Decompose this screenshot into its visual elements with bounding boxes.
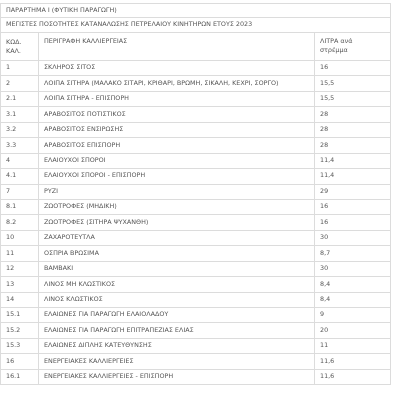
table-row <box>1 138 391 153</box>
cell-description: ΕΛΑΙΩΝΕΣ ΓΙΑ ΠΑΡΑΓΩΓΗ ΕΛΑΙΟΛΑΔΟΥ <box>39 308 315 323</box>
cell-code: 4.1 <box>1 169 39 184</box>
cell-description: ΛΙΝΟΣ ΚΛΩΣΤΙΚΟΣ <box>39 292 315 307</box>
cell-value: 11,6 <box>315 369 391 385</box>
cell-value: 11,6 <box>315 354 391 369</box>
header-description <box>39 33 315 61</box>
cell-value: 30 <box>315 261 391 276</box>
cell-description: ΑΡΑΒΟΣΙΤΟΣ ΕΠΙΣΠΟΡΗ <box>39 138 315 153</box>
cell-description: ΖΑΧΑΡΟΤΕΥΤΛΑ <box>39 230 315 245</box>
cell-description: ΕΛΑΙΟΥΧΟΙ ΣΠΟΡΟΙ <box>39 153 315 168</box>
cell-code: 3.3 <box>1 138 39 153</box>
header-description-label: ΠΕΡΙΓΡΑΦΗ ΚΑΛΛΙΕΡΓΕΙΑΣ <box>44 37 128 45</box>
cell-description: ΕΝΕΡΓΕΙΑΚΕΣ ΚΑΛΛΙΕΡΓΕΙΕΣ <box>39 354 315 369</box>
cell-code: 2.1 <box>1 91 39 106</box>
header-code-line1: ΚΩΔ. <box>6 37 22 46</box>
cell-value: 29 <box>315 184 391 199</box>
cell-description: ΟΣΠΡΙΑ ΒΡΩΣΙΜΑ <box>39 246 315 261</box>
cell-value: 28 <box>315 122 391 137</box>
cell-value: 15,5 <box>315 76 391 91</box>
cell-description: ΒΑΜΒΑΚΙ <box>39 261 315 276</box>
table-title-row <box>1 4 391 18</box>
table-row <box>1 246 391 261</box>
cell-description: ΛΙΝΟΣ ΜΗ ΚΛΩΣΤΙΚΟΣ <box>39 277 315 292</box>
header-value-line2: στρέμμα <box>320 46 348 54</box>
header-code-line2: ΚΑΛ. <box>6 46 21 55</box>
table-row <box>1 292 391 307</box>
cell-description: ΕΛΑΙΩΝΕΣ ΔΙΠΛΗΣ ΚΑΤΕΥΘΥΝΣΗΣ <box>39 338 315 353</box>
cell-code: 14 <box>1 292 39 307</box>
table-row <box>1 261 391 276</box>
table-title: ΠΑΡΑΡΤΗΜΑ Ι (ΦΥΤΙΚΗ ΠΑΡΑΓΩΓΗ) <box>1 4 391 18</box>
table-row <box>1 277 391 292</box>
cell-description: ΑΡΑΒΟΣΙΤΟΣ ΕΝΣΙΡΩΣΗΣ <box>39 122 315 137</box>
table-row <box>1 169 391 184</box>
cell-value: 16 <box>315 215 391 230</box>
cell-code: 8.1 <box>1 199 39 214</box>
cell-code: 12 <box>1 261 39 276</box>
fuel-quota-table <box>0 3 391 385</box>
cell-description: ΖΩΟΤΡΟΦΕΣ (ΜΗΔΙΚΗ) <box>39 199 315 214</box>
cell-code: 15.1 <box>1 308 39 323</box>
cell-code: 15.2 <box>1 323 39 338</box>
cell-description: ΡΥΖΙ <box>39 184 315 199</box>
cell-code: 3.1 <box>1 107 39 122</box>
cell-code: 16 <box>1 354 39 369</box>
table-row <box>1 61 391 76</box>
table-row <box>1 76 391 91</box>
cell-description: ΣΚΛΗΡΟΣ ΣΙΤΟΣ <box>39 61 315 76</box>
table-row <box>1 369 391 385</box>
table-row <box>1 323 391 338</box>
table-row <box>1 107 391 122</box>
cell-value: 15,5 <box>315 91 391 106</box>
cell-value: 8,4 <box>315 292 391 307</box>
cell-code: 15.3 <box>1 338 39 353</box>
table-row <box>1 153 391 168</box>
table-subtitle-row <box>1 18 391 33</box>
cell-code: 11 <box>1 246 39 261</box>
cell-code: 8.2 <box>1 215 39 230</box>
cell-description: ΕΛΑΙΟΥΧΟΙ ΣΠΟΡΟΙ - ΕΠΙΣΠΟΡΗ <box>39 169 315 184</box>
table-row <box>1 199 391 214</box>
cell-value: 30 <box>315 230 391 245</box>
cell-description: ΖΩΟΤΡΟΦΕΣ (ΣΙΤΗΡΑ ΨΥΧΑΝΘΗ) <box>39 215 315 230</box>
cell-description: ΑΡΑΒΟΣΙΤΟΣ ΠΟΤΙΣΤΙΚΟΣ <box>39 107 315 122</box>
cell-code: 16.1 <box>1 369 39 385</box>
cell-code: 7 <box>1 184 39 199</box>
cell-value: 11,4 <box>315 153 391 168</box>
cell-description: ΕΝΕΡΓΕΙΑΚΕΣ ΚΑΛΛΙΕΡΓΕΙΕΣ - ΕΠΙΣΠΟΡΗ <box>39 369 315 385</box>
cell-code: 4 <box>1 153 39 168</box>
table-subtitle: ΜΕΓΙΣΤΕΣ ΠΟΣΟΤΗΤΕΣ ΚΑΤΑΝΑΛΩΣΗΣ ΠΕΤΡΕΛΑΙΟΥ ΚΙΝΗΤΗΡΩΝ ΕΤΟΥΣ 2023 <box>1 18 391 33</box>
table-row <box>1 122 391 137</box>
cell-code: 13 <box>1 277 39 292</box>
cell-value: 16 <box>315 61 391 76</box>
table-row <box>1 230 391 245</box>
header-value-line1: ΛΙΤΡΑ ανά <box>320 37 353 45</box>
cell-description: ΕΛΑΙΩΝΕΣ ΓΙΑ ΠΑΡΑΓΩΓΗ ΕΠΙΤΡΑΠΕΖΙΑΣ ΕΛΙΑΣ <box>39 323 315 338</box>
cell-value: 8,4 <box>315 277 391 292</box>
table-row <box>1 184 391 199</box>
cell-code: 3.2 <box>1 122 39 137</box>
table-row <box>1 308 391 323</box>
cell-code: 1 <box>1 61 39 76</box>
table-header-row <box>1 33 391 61</box>
table-row <box>1 354 391 369</box>
cell-description: ΛΟΙΠΑ ΣΙΤΗΡΑ - ΕΠΙΣΠΟΡΗ <box>39 91 315 106</box>
cell-value: 20 <box>315 323 391 338</box>
cell-value: 11,4 <box>315 169 391 184</box>
table-row <box>1 91 391 106</box>
cell-value: 9 <box>315 308 391 323</box>
header-code <box>1 33 39 61</box>
cell-description: ΛΟΙΠΑ ΣΙΤΗΡΑ (ΜΑΛΑΚΟ ΣΙΤΑΡΙ, ΚΡΙΘΑΡΙ, ΒΡΩΜΗ, ΣΙΚΑΛΗ, ΚΕΧΡΙ, ΣΟΡΓΟ) <box>39 76 315 91</box>
table-row <box>1 215 391 230</box>
table-row <box>1 338 391 353</box>
cell-value: 8,7 <box>315 246 391 261</box>
header-value <box>315 33 391 61</box>
cell-value: 28 <box>315 138 391 153</box>
cell-value: 11 <box>315 338 391 353</box>
cell-value: 16 <box>315 199 391 214</box>
cell-code: 2 <box>1 76 39 91</box>
cell-code: 10 <box>1 230 39 245</box>
cell-value: 28 <box>315 107 391 122</box>
